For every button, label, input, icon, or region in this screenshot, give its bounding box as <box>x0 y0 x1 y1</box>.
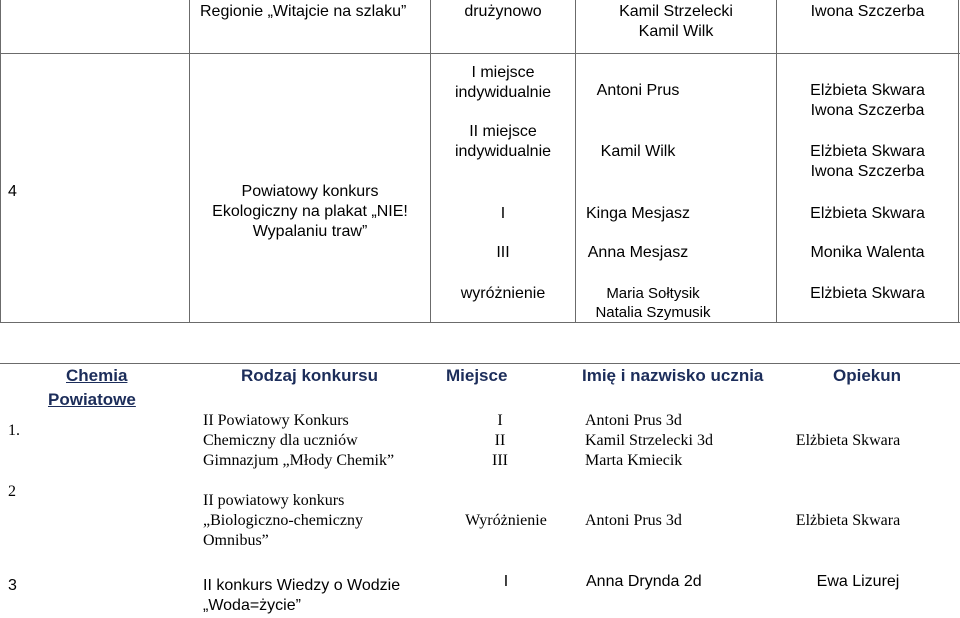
table-border <box>958 0 959 323</box>
student-cell: Kinga Mesjasz <box>585 205 691 222</box>
row-number: 1. <box>8 422 20 439</box>
section-label: Powiatowe <box>48 390 136 409</box>
place-cell: Wyróżnienie <box>465 512 547 529</box>
teacher-cell: Elżbieta Skwara <box>810 285 925 302</box>
place-cell: wyróżnienie <box>460 285 546 302</box>
teacher-cell: Elżbieta Skwara Iwona Szczerba <box>810 82 925 119</box>
header-subject: Chemia <box>66 366 128 385</box>
place-cell: I <box>503 573 509 590</box>
teacher-cell: Monika Walenta <box>810 244 925 261</box>
teacher-cell: Elżbieta Skwara <box>795 512 901 529</box>
student-cell: Anna Mesjasz <box>587 244 689 261</box>
teacher-cell: Iwona Szczerba <box>810 3 925 20</box>
teacher-cell: Ewa Lizurej <box>816 573 900 590</box>
competition-cell: II konkurs Wiedzy o Wodzie „Woda=życie” <box>203 577 401 614</box>
place-cell: II miejsce indywidualnie <box>454 123 552 160</box>
row-number: 4 <box>8 183 17 200</box>
place-cell: I miejsce indywidualnie <box>454 64 552 101</box>
header-place: Miejsce <box>446 366 508 385</box>
teacher-cell: Elżbieta Skwara <box>795 432 901 449</box>
table-border <box>189 0 190 323</box>
table-border <box>0 0 1 323</box>
student-cell: Antoni Prus <box>596 82 680 99</box>
header-student: Imię i nazwisko ucznia <box>582 366 764 385</box>
place-cell: I <box>500 205 506 222</box>
competition-cell: Regionie „Witajcie na szlaku” <box>200 3 407 20</box>
student-cell: Kamil Strzelecki Kamil Wilk <box>619 3 733 40</box>
row-number: 3 <box>8 577 17 594</box>
type-cell: drużynowo <box>464 3 542 20</box>
row-number: 2 <box>8 483 16 500</box>
header-teacher: Opiekun <box>833 366 902 385</box>
student-cell: Antoni Prus 3d Kamil Strzelecki 3d Marta Kmiecik <box>585 412 713 469</box>
student-cell: Maria Sołtysik Natalia Szymusik <box>595 285 711 321</box>
table-border <box>0 363 960 364</box>
place-cell: I II III <box>492 412 508 469</box>
competition-cell: II powiatowy konkurs „Biologiczno-chemiczny Omnibus” <box>203 492 363 549</box>
teacher-cell: Elżbieta Skwara <box>810 205 925 222</box>
teacher-cell: Elżbieta Skwara Iwona Szczerba <box>810 143 925 180</box>
competition-cell: Powiatowy konkurs Ekologiczny na plakat „NIE! Wypalaniu traw” <box>212 183 408 240</box>
competition-cell: II Powiatowy Konkurs Chemiczny dla uczniów Gimnazjum „Młody Chemik” <box>203 412 395 469</box>
table-border <box>0 53 960 54</box>
student-cell: Anna Drynda 2d <box>586 573 702 590</box>
student-cell: Antoni Prus 3d <box>585 512 682 529</box>
header-competition-type: Rodzaj konkursu <box>241 366 378 385</box>
table-border <box>0 322 960 323</box>
place-cell: III <box>496 244 510 261</box>
student-cell: Kamil Wilk <box>600 143 676 160</box>
